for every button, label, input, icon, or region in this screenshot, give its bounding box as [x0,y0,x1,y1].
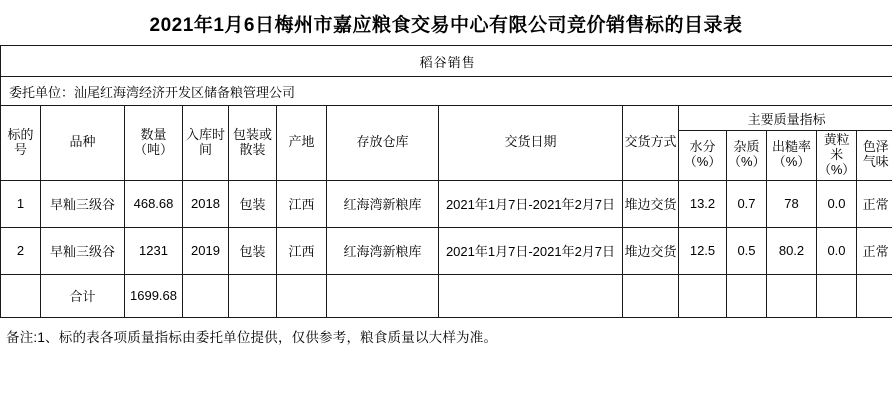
total-empty-delivery-date [439,274,623,317]
cell-milled-rate: 78 [767,180,817,227]
cell-no: 1 [1,180,41,227]
column-header-storage-time: 入库时间 [183,106,229,181]
column-header-color-odor: 色泽气味 [857,131,892,181]
column-header-warehouse: 存放仓库 [327,106,439,181]
entrust-unit-label: 委托单位：汕尾红海湾经济开发区储备粮管理公司 [1,77,892,106]
total-empty-no [1,274,41,317]
cell-origin: 江西 [277,180,327,227]
table-total-row [1,274,892,317]
total-empty-impurity [727,274,767,317]
cell-quantity: 468.68 [125,180,183,227]
total-empty-origin [277,274,327,317]
cell-moisture: 12.5 [679,227,727,274]
cell-delivery-method: 堆边交货 [623,227,679,274]
table-row [1,227,892,274]
column-header-moisture: 水分（%） [679,131,727,181]
cell-storage-time: 2018 [183,180,229,227]
total-empty-yellow-rice [817,274,857,317]
column-header-impurity: 杂质（%） [727,131,767,181]
total-empty-moisture [679,274,727,317]
cell-color-odor: 正常 [857,180,892,227]
cell-moisture: 13.2 [679,180,727,227]
cell-variety: 早籼三级谷 [41,180,125,227]
bid-listing-table [0,45,892,318]
total-empty-storage-time [183,274,229,317]
column-header-quantity: 数量（吨） [125,106,183,181]
total-empty-packing [229,274,277,317]
column-header-origin: 产地 [277,106,327,181]
cell-warehouse: 红海湾新粮库 [327,227,439,274]
column-header-milled-rate: 出糙率（%） [767,131,817,181]
cell-no: 2 [1,227,41,274]
cell-variety: 早籼三级谷 [41,227,125,274]
cell-impurity: 0.5 [727,227,767,274]
cell-delivery-date: 2021年1月7日-2021年2月7日 [439,180,623,227]
total-empty-delivery-method [623,274,679,317]
column-header-packing: 包装或散装 [229,106,277,181]
cell-packing: 包装 [229,180,277,227]
total-empty-color-odor [857,274,892,317]
column-header-variety: 品种 [41,106,125,181]
cell-packing: 包装 [229,227,277,274]
cell-storage-time: 2019 [183,227,229,274]
column-header-delivery-method: 交货方式 [623,106,679,181]
column-header-delivery-date: 交货日期 [439,106,623,181]
total-empty-warehouse [327,274,439,317]
column-header-quality-group: 主要质量指标 [679,106,892,131]
cell-delivery-method: 堆边交货 [623,180,679,227]
cell-yellow-rice: 0.0 [817,180,857,227]
total-label: 合计 [41,274,125,317]
table-note: 备注:1、标的表各项质量指标由委托单位提供，仅供参考，粮食质量以大样为准。 [6,329,498,345]
total-quantity: 1699.68 [125,274,183,317]
cell-yellow-rice: 0.0 [817,227,857,274]
cell-impurity: 0.7 [727,180,767,227]
cell-warehouse: 红海湾新粮库 [327,180,439,227]
cell-quantity: 1231 [125,227,183,274]
cell-milled-rate: 80.2 [767,227,817,274]
column-header-yellow-rice: 黄粒米（%） [817,131,857,181]
cell-delivery-date: 2021年1月7日-2021年2月7日 [439,227,623,274]
total-empty-milled-rate [767,274,817,317]
header-group-row [1,106,892,131]
table-subtitle: 稻谷销售 [1,46,892,77]
entrust-row [1,77,892,106]
table-row [1,180,892,227]
cell-color-odor: 正常 [857,227,892,274]
cell-origin: 江西 [277,227,327,274]
subtitle-row [1,46,892,77]
page-title: 2021年1月6日梅州市嘉应粮食交易中心有限公司竞价销售标的目录表 [149,15,743,36]
column-header-no: 标的号 [1,106,41,181]
